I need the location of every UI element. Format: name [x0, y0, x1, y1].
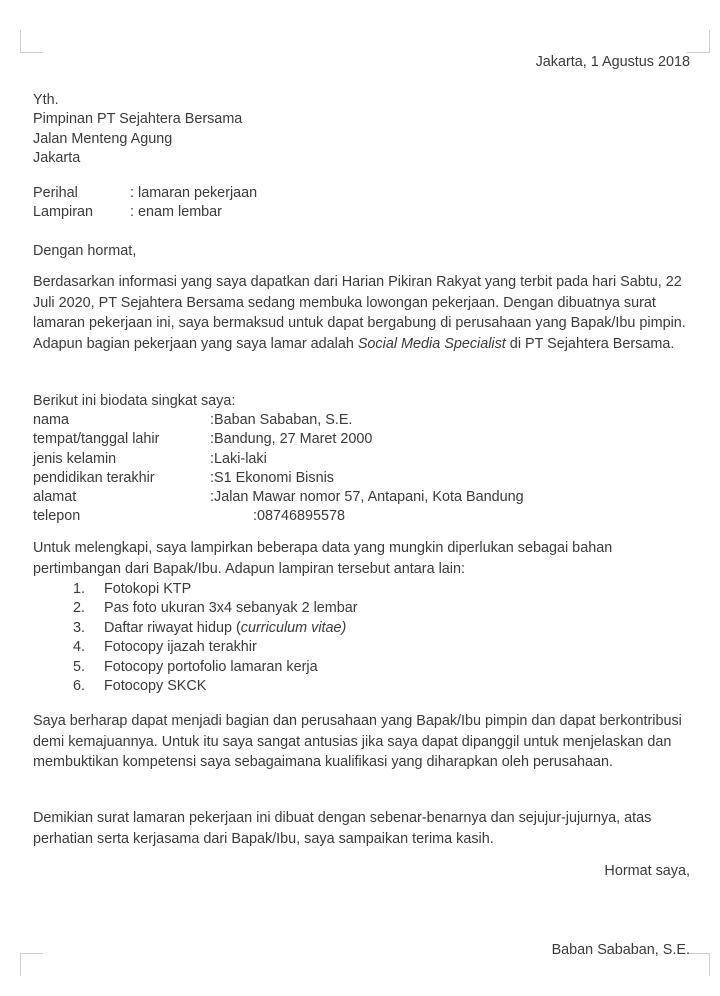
list-item-text: Pas foto ukuran 3x4 sebanyak 2 lembar: [104, 600, 358, 617]
addressee-block: [33, 91, 242, 168]
salutation: Dengan hormat,: [33, 243, 137, 259]
list-item-text: Fotocopy SKCK: [104, 678, 207, 695]
lampiran-label: Lampiran: [33, 204, 93, 221]
biodata-value: :Laki-laki: [210, 450, 267, 467]
list-item: [33, 677, 358, 696]
biodata-key: telepon: [33, 508, 81, 525]
subject-block: [33, 184, 257, 223]
paragraph-opening: [33, 272, 690, 354]
biodata-value: :08746895578: [253, 508, 346, 525]
job-title-italic: Social Media Specialist: [357, 335, 506, 352]
biodata-value: :Bandung, 27 Maret 2000: [210, 431, 373, 448]
addressee-city: Jakarta: [33, 149, 81, 166]
crop-mark-bottom-right: [687, 953, 710, 976]
list-item: [33, 638, 358, 657]
biodata-row: [33, 488, 524, 507]
list-item-number: 3.: [72, 619, 85, 636]
perihal-label: Perihal: [33, 185, 78, 201]
perihal-value: : lamaran pekerjaan: [130, 185, 258, 201]
paragraph-opening-part-b: di PT Sejahtera Bersama.: [505, 335, 675, 352]
list-item-number: 2.: [72, 600, 85, 617]
addressee-street: Jalan Menteng Agung: [33, 130, 173, 147]
biodata-row: [33, 411, 524, 430]
list-item: [33, 619, 358, 638]
curriculum-vitae-italic: curriculum vitae): [240, 619, 347, 636]
biodata-value: :S1 Ekonomi Bisnis: [210, 469, 334, 486]
list-item-number: 6.: [72, 678, 85, 695]
addressee-company: Pimpinan PT Sejahtera Bersama: [33, 111, 243, 128]
list-item-text: [104, 619, 346, 638]
biodata-row: [33, 450, 524, 469]
closing-salutation: Hormat saya,: [604, 863, 690, 879]
list-item: [33, 599, 358, 618]
paragraph-closing: Demikian surat lamaran pekerjaan ini dibuat dengan sebenar-benarnya dan sejujur-jujurnya, atas perhatian serta kerjasama dari Bapak/Ibu, saya sampaikan terima kasih.: [33, 810, 652, 847]
biodata-row: [33, 469, 524, 488]
subject-row-perihal: [33, 184, 257, 203]
list-item-number: 5.: [72, 658, 85, 675]
lampiran-value: : enam lembar: [130, 204, 222, 221]
signer-name: Baban Sababan, S.E.: [551, 942, 690, 958]
list-item: [33, 658, 358, 677]
list-item: [33, 580, 358, 599]
list-item-number: 4.: [72, 639, 85, 656]
subject-row-lampiran: [33, 203, 257, 222]
biodata-value: :Baban Sababan, S.E.: [210, 412, 353, 428]
attachments-list: [33, 580, 358, 696]
biodata-key: pendidikan terakhir: [33, 469, 155, 486]
biodata-key: tempat/tanggal lahir: [33, 431, 160, 448]
biodata-value: :Jalan Mawar nomor 57, Antapani, Kota Bandung: [210, 489, 524, 506]
letter-content: [33, 0, 690, 996]
list-item-number: 1.: [72, 581, 85, 597]
paragraph-hope: Saya berharap dapat menjadi bagian dan perusahaan yang Bapak/Ibu pimpin dan dapat berkontribusi demi kemajuannya. Untuk itu saya sangat antusias jika saya dapat dipanggil untuk menjelaskan dan membuktikan kompetensi saya sebagaimana kualifikasi yang diharapkan oleh perusahaan.: [33, 713, 682, 771]
crop-mark-top-right: [687, 30, 710, 53]
biodata-intro: Berikut ini biodata singkat saya:: [33, 393, 236, 409]
list-item-text: Fotokopi KTP: [104, 581, 192, 597]
list-item-text: Fotocopy portofolio lamaran kerja: [104, 658, 318, 675]
biodata-key: jenis kelamin: [33, 450, 117, 467]
biodata-table: [33, 411, 524, 527]
biodata-key: nama: [33, 412, 69, 428]
list-item-text: Fotocopy ijazah terakhir: [104, 639, 257, 656]
biodata-key: alamat: [33, 489, 77, 506]
paragraph-attachments-intro: Untuk melengkapi, saya lampirkan beberapa data yang mungkin diperlukan sebagai bahan pertimbangan dari Bapak/Ibu. Adapun lampiran tersebut antara lain:: [33, 540, 613, 577]
biodata-row: [33, 430, 524, 449]
paragraph-opening-part-a: Berdasarkan informasi yang saya dapatkan dari Harian Pikiran Rakyat yang terbit pada hari Sabtu, 22 Juli 2020, PT Sejahtera Bersama sedang membuka lowongan pekerjaan. Dengan dibuatnya surat lamaran pekerjaan ini, saya bermaksud untuk dapat bergabung di perusahaan yang Bapak/Ibu pimpin. Adapun bagian pekerjaan yang saya lamar adalah: [33, 274, 686, 352]
addressee-salutation: Yth.: [33, 92, 59, 108]
biodata-row: [33, 507, 524, 526]
date-line: Jakarta, 1 Agustus 2018: [535, 54, 690, 70]
list-item-text-plain: Daftar riwayat hidup (: [104, 619, 241, 636]
